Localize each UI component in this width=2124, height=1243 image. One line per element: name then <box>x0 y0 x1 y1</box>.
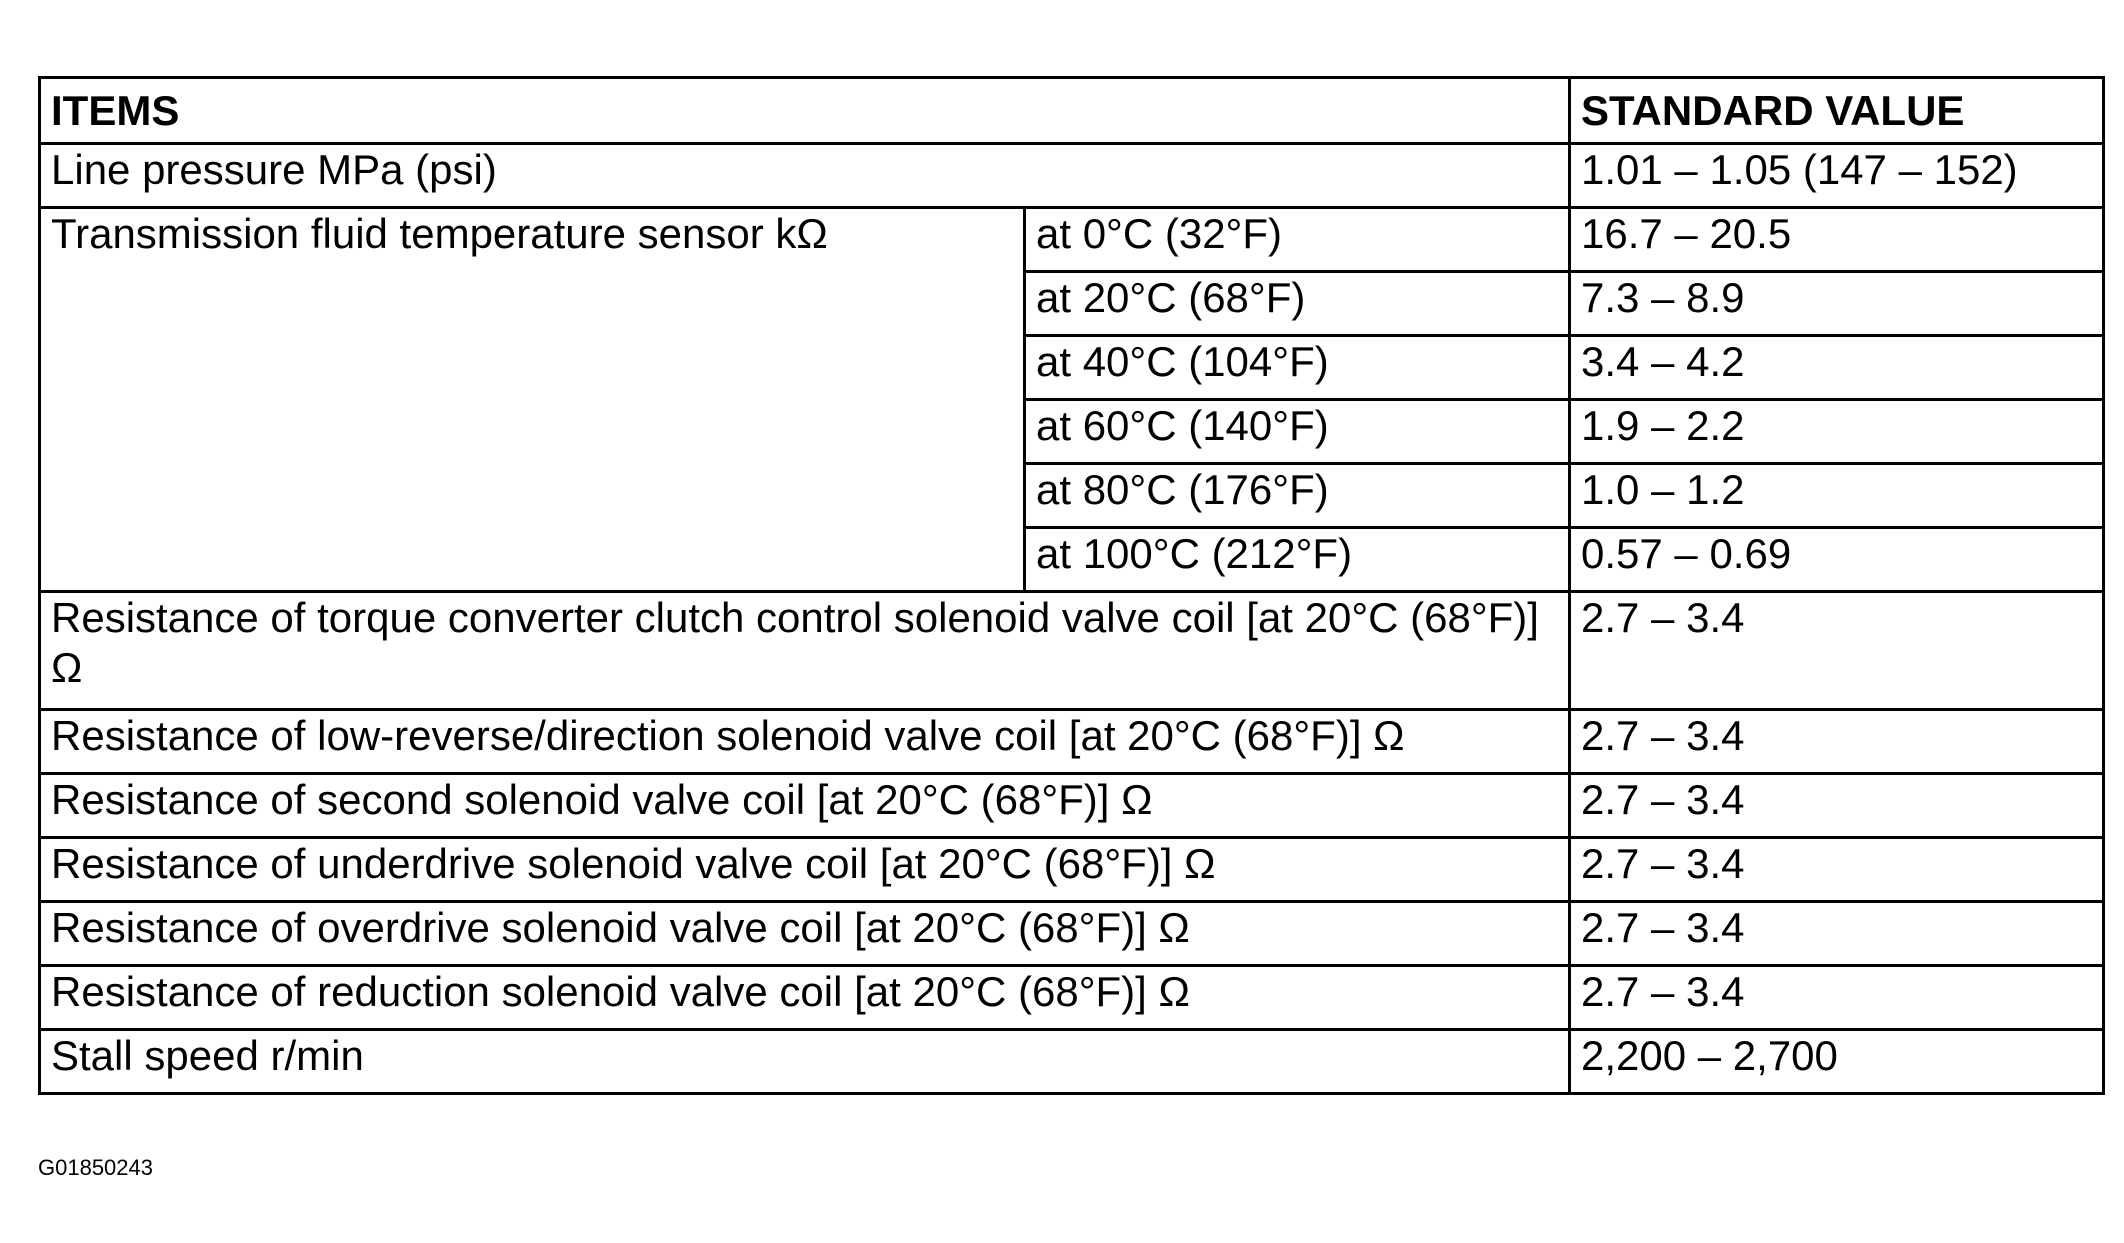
temp-condition: at 80°C (176°F) <box>1025 464 1570 528</box>
stall-speed-item: Stall speed r/min <box>40 1030 1570 1094</box>
temp-condition: at 100°C (212°F) <box>1025 528 1570 592</box>
table-row <box>40 902 2104 966</box>
temp-value: 7.3 – 8.9 <box>1570 272 2104 336</box>
stall-speed-value: 2,200 – 2,700 <box>1570 1030 2104 1094</box>
solenoid-value: 2.7 – 3.4 <box>1570 902 2104 966</box>
temp-condition: at 40°C (104°F) <box>1025 336 1570 400</box>
standard-value-table <box>38 76 2105 1095</box>
temp-condition: at 20°C (68°F) <box>1025 272 1570 336</box>
solenoid-value: 2.7 – 3.4 <box>1570 592 2104 710</box>
table-row <box>40 208 2104 272</box>
line-pressure-value: 1.01 – 1.05 (147 – 152) <box>1570 144 2104 208</box>
table-row <box>40 1030 2104 1094</box>
temp-value: 0.57 – 0.69 <box>1570 528 2104 592</box>
fluid-temp-sensor-item: Transmission fluid temperature sensor kΩ <box>40 208 1025 592</box>
solenoid-value: 2.7 – 3.4 <box>1570 710 2104 774</box>
table-header-row <box>40 78 2104 144</box>
figure-id: G01850243 <box>38 1155 153 1180</box>
solenoid-item: Resistance of reduction solenoid valve coil [at 20°C (68°F)] Ω <box>40 966 1570 1030</box>
solenoid-item: Resistance of underdrive solenoid valve coil [at 20°C (68°F)] Ω <box>40 838 1570 902</box>
table-row <box>40 774 2104 838</box>
table-row <box>40 838 2104 902</box>
table-row <box>40 966 2104 1030</box>
temp-value: 1.9 – 2.2 <box>1570 400 2104 464</box>
temp-condition: at 0°C (32°F) <box>1025 208 1570 272</box>
table-row <box>40 144 2104 208</box>
solenoid-item: Resistance of overdrive solenoid valve coil [at 20°C (68°F)] Ω <box>40 902 1570 966</box>
table-row <box>40 592 2104 710</box>
line-pressure-item: Line pressure MPa (psi) <box>40 144 1570 208</box>
header-items: ITEMS <box>40 78 1570 144</box>
header-standard-value: STANDARD VALUE <box>1570 78 2104 144</box>
temp-value: 16.7 – 20.5 <box>1570 208 2104 272</box>
solenoid-value: 2.7 – 3.4 <box>1570 838 2104 902</box>
solenoid-value: 2.7 – 3.4 <box>1570 774 2104 838</box>
temp-condition: at 60°C (140°F) <box>1025 400 1570 464</box>
temp-value: 1.0 – 1.2 <box>1570 464 2104 528</box>
solenoid-value: 2.7 – 3.4 <box>1570 966 2104 1030</box>
table-row <box>40 710 2104 774</box>
solenoid-item: Resistance of torque converter clutch control solenoid valve coil [at 20°C (68°F)] Ω <box>40 592 1570 710</box>
solenoid-item: Resistance of second solenoid valve coil [at 20°C (68°F)] Ω <box>40 774 1570 838</box>
temp-value: 3.4 – 4.2 <box>1570 336 2104 400</box>
solenoid-item: Resistance of low-reverse/direction solenoid valve coil [at 20°C (68°F)] Ω <box>40 710 1570 774</box>
